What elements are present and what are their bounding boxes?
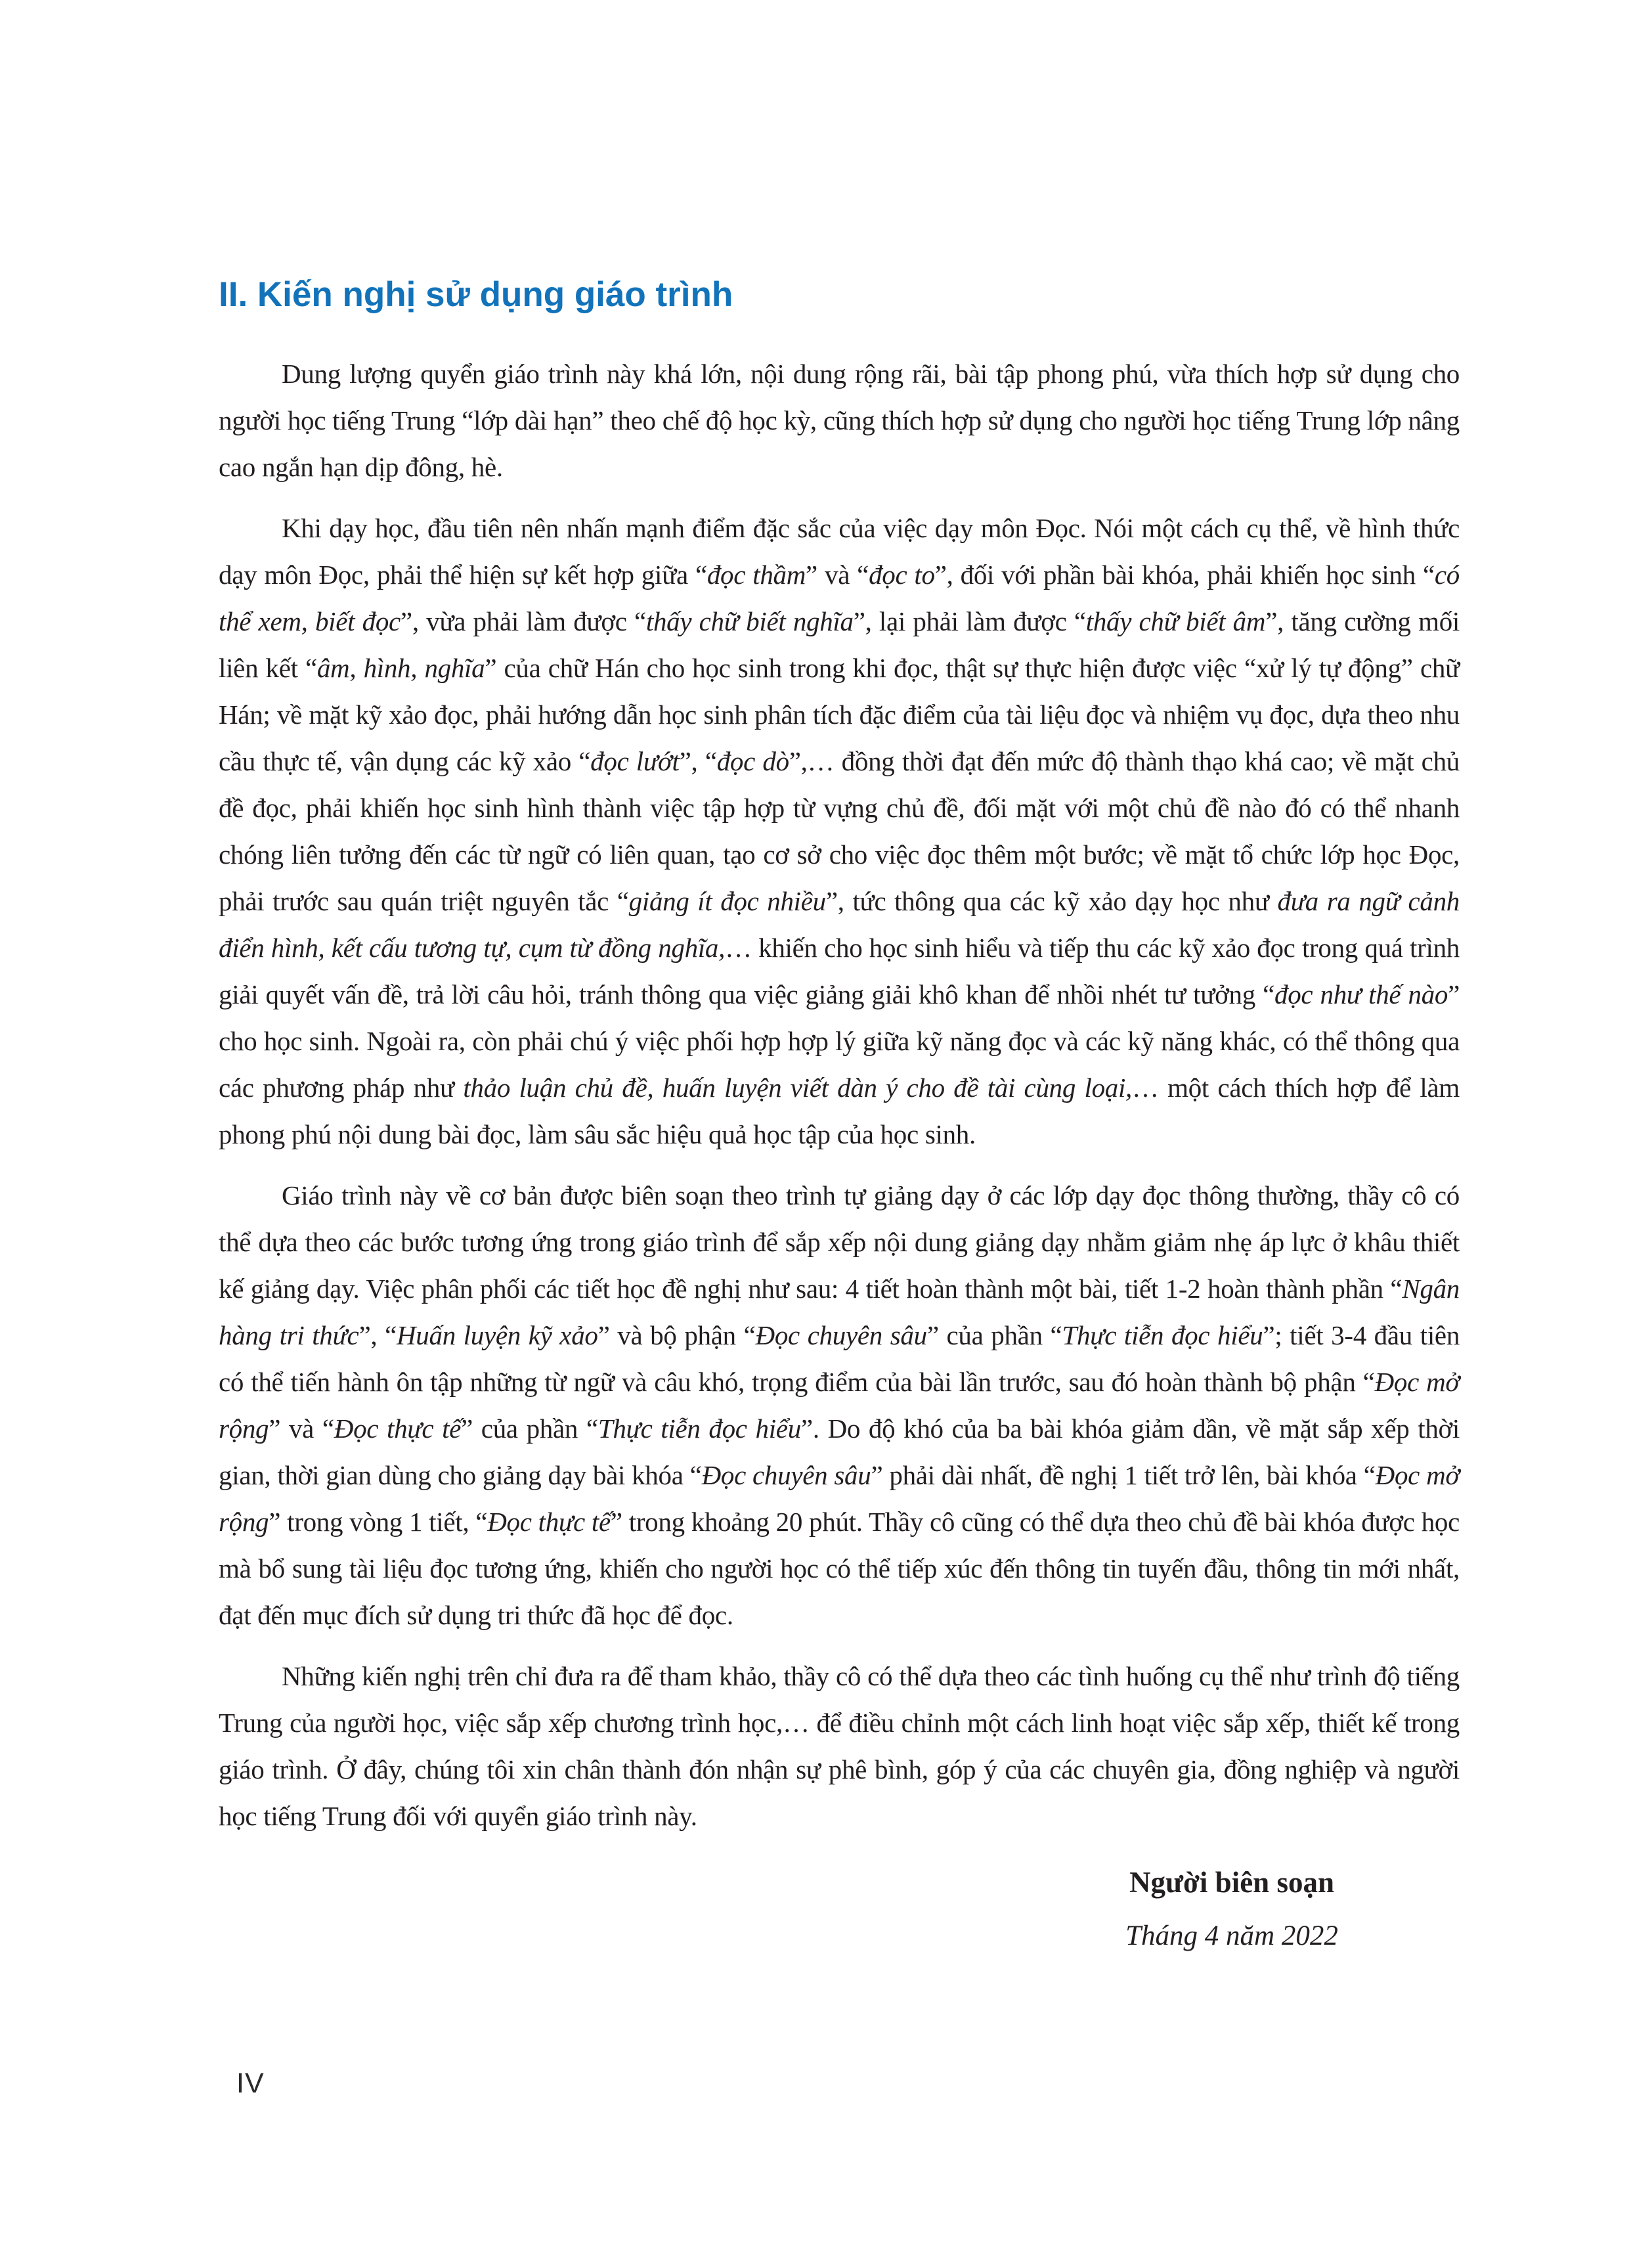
italic-text-segment: Đọc mở rộng bbox=[219, 1367, 1460, 1444]
text-segment: ” và bộ phận “ bbox=[598, 1320, 756, 1350]
text-segment: ”; tiết 3-4 đầu tiên có thể tiến hành ôn tập những từ ngữ và câu khó, trọng điểm của bài lần trước, sau đó hoàn thành bộ phận “ bbox=[219, 1320, 1460, 1397]
italic-text-segment: thảo luận chủ đề, huấn luyện viết dàn ý cho đề tài cùng loại, bbox=[463, 1073, 1133, 1103]
text-segment: Giáo trình này về cơ bản được biên soạn theo trình tự giảng dạy ở các lớp dạy đọc thông thường, thầy cô có thể dựa theo các bước tương ứng trong giáo trình để sắp xếp nội dung giảng dạy nhằm giảm nhẹ áp lực ở khâu thiết kế giảng dạy. Việc phân phối các tiết học đề nghị như sau: 4 tiết hoàn thành một bài, tiết 1-2 hoàn thành phần “ bbox=[219, 1180, 1460, 1304]
italic-text-segment: Huấn luyện kỹ xảo bbox=[396, 1320, 598, 1350]
text-segment: ” và “ bbox=[269, 1413, 334, 1444]
paragraph bbox=[219, 351, 1460, 491]
italic-text-segment: Đọc chuyên sâu bbox=[701, 1460, 871, 1490]
page-content bbox=[219, 275, 1460, 1954]
italic-text-segment: Đọc mở rộng bbox=[219, 1460, 1460, 1537]
text-segment: ” và “ bbox=[806, 560, 869, 590]
text-segment: ”, vừa phải làm được “ bbox=[400, 606, 646, 636]
signature-date: Tháng 4 năm 2022 bbox=[1125, 1920, 1338, 1951]
text-segment: Dung lượng quyển giáo trình này khá lớn, nội dung rộng rãi, bài tập phong phú, vừa thích hợp sử dụng cho người học tiếng Trung “lớp dài hạn” theo chế độ học kỳ, cũng thích hợp sử dụng cho người học tiếng Trung lớp nâng cao ngắn hạn dịp đông, hè. bbox=[219, 359, 1460, 482]
italic-text-segment: có thể xem, biết đọc bbox=[219, 560, 1460, 636]
italic-text-segment: Đọc thực tế bbox=[487, 1507, 611, 1537]
italic-text-segment: Thực tiễn đọc hiểu bbox=[1062, 1320, 1263, 1350]
signature-block bbox=[1005, 1863, 1459, 1954]
paragraph bbox=[219, 505, 1460, 1158]
italic-text-segment: đưa ra ngữ cảnh điển hình, kết cấu tương tự, cụm từ đồng nghĩa, bbox=[219, 886, 1460, 963]
italic-text-segment: đọc lướt bbox=[590, 746, 680, 776]
text-segment: ”, “ bbox=[359, 1320, 397, 1350]
text-segment: ” của phần “ bbox=[926, 1320, 1062, 1350]
text-segment: ” của chữ Hán cho học sinh trong khi đọc, thật sự thực hiện được việc “xử lý tự động” chữ Hán; về mặt kỹ xảo đọc, phải hướng dẫn học sinh phân tích đặc điểm của tài liệu đọc và nhiệm vụ đọc, dựa theo nhu cầu thực tế, vận dụng các kỹ xảo “ bbox=[219, 653, 1460, 776]
text-segment: ” của phần “ bbox=[461, 1413, 598, 1444]
paragraph bbox=[219, 1172, 1460, 1639]
italic-text-segment: thấy chữ biết âm bbox=[1085, 606, 1266, 636]
text-segment: ” trong khoảng 20 phút. Thầy cô cũng có thể dựa theo chủ đề bài khóa được học mà bổ sung tài liệu đọc tương ứng, khiến cho người học có thể tiếp xúc đến thông tin tuyến đầu, thông tin mới nhất, đạt đến mục đích sử dụng tri thức đã học để đọc. bbox=[219, 1507, 1460, 1630]
section-title: II. Kiến nghị sử dụng giáo trình bbox=[219, 275, 733, 314]
text-segment: ”,… đồng thời đạt đến mức độ thành thạo khá cao; về mặt chủ đề đọc, phải khiến học sinh hình thành việc tập hợp từ vựng chủ đề, đối mặt với một chủ đề nào đó có thể nhanh chóng liên tưởng đến các từ ngữ có liên quan, tạo cơ sở cho việc đọc thêm một bước; về mặt tổ chức lớp học Đọc, phải trước sau quán triệt nguyên tắc “ bbox=[219, 746, 1460, 916]
italic-text-segment: Đọc thực tế bbox=[334, 1413, 462, 1444]
text-segment: … một cách thích hợp để làm phong phú nội dung bài đọc, làm sâu sắc hiệu quả học tập của học sinh. bbox=[219, 1073, 1460, 1149]
signature-author: Người biên soạn bbox=[1129, 1866, 1334, 1899]
text-segment: ”, tăng cường mối liên kết “ bbox=[219, 606, 1460, 683]
text-segment: ”, đối với phần bài khóa, phải khiến học sinh “ bbox=[934, 560, 1435, 590]
text-segment: ”. Do độ khó của ba bài khóa giảm dần, về mặt sắp xếp thời gian, thời gian dùng cho giảng dạy bài khóa “ bbox=[219, 1413, 1460, 1490]
text-segment: ” phải dài nhất, đề nghị 1 tiết trở lên, bài khóa “ bbox=[871, 1460, 1376, 1490]
italic-text-segment: đọc dò bbox=[716, 746, 789, 776]
text-segment: Khi dạy học, đầu tiên nên nhấn mạnh điểm đặc sắc của việc dạy môn Đọc. Nói một cách cụ thể, về hình thức dạy môn Đọc, phải thể hiện sự kết hợp giữa “ bbox=[219, 513, 1460, 590]
italic-text-segment: âm, hình, nghĩa bbox=[316, 653, 485, 683]
italic-text-segment: đọc như thế nào bbox=[1274, 979, 1448, 1009]
italic-text-segment: Ngân hàng tri thức bbox=[219, 1273, 1460, 1350]
text-segment: Những kiến nghị trên chỉ đưa ra để tham khảo, thầy cô có thể dựa theo các tình huống cụ thể như trình độ tiếng Trung của người học, việc sắp xếp chương trình học,… để điều chỉnh một cách linh hoạt việc sắp xếp, thiết kế trong giáo trình. Ở đây, chúng tôi xin chân thành đón nhận sự phê bình, góp ý của các chuyên gia, đồng nghiệp và người học tiếng Trung đối với quyển giáo trình này. bbox=[219, 1661, 1460, 1831]
paragraph bbox=[219, 1653, 1460, 1840]
italic-text-segment: thấy chữ biết nghĩa bbox=[645, 606, 854, 636]
italic-text-segment: đọc to bbox=[869, 560, 935, 590]
italic-text-segment: Thực tiễn đọc hiểu bbox=[598, 1413, 801, 1444]
text-segment: ” cho học sinh. Ngoài ra, còn phải chú ý việc phối hợp hợp lý giữa kỹ năng đọc và các kỹ năng khác, có thể thông qua các phương pháp như bbox=[219, 979, 1460, 1103]
italic-text-segment: Đọc chuyên sâu bbox=[755, 1320, 927, 1350]
text-segment: ” trong vòng 1 tiết, “ bbox=[269, 1507, 488, 1537]
text-segment: … khiến cho học sinh hiểu và tiếp thu các kỹ xảo đọc trong quá trình giải quyết vấn đề, trả lời câu hỏi, tránh thông qua việc giảng giải khô khan để nhồi nhét tư tưởng “ bbox=[219, 933, 1460, 1009]
page-number: IV bbox=[236, 2068, 265, 2099]
italic-text-segment: đọc thầm bbox=[706, 560, 806, 590]
paragraphs bbox=[219, 351, 1460, 1840]
italic-text-segment: giảng ít đọc nhiều bbox=[628, 886, 826, 916]
text-segment: ”, tức thông qua các kỹ xảo dạy học như bbox=[825, 886, 1278, 916]
text-segment: ”, lại phải làm được “ bbox=[853, 606, 1086, 636]
text-segment: ”, “ bbox=[679, 746, 717, 776]
